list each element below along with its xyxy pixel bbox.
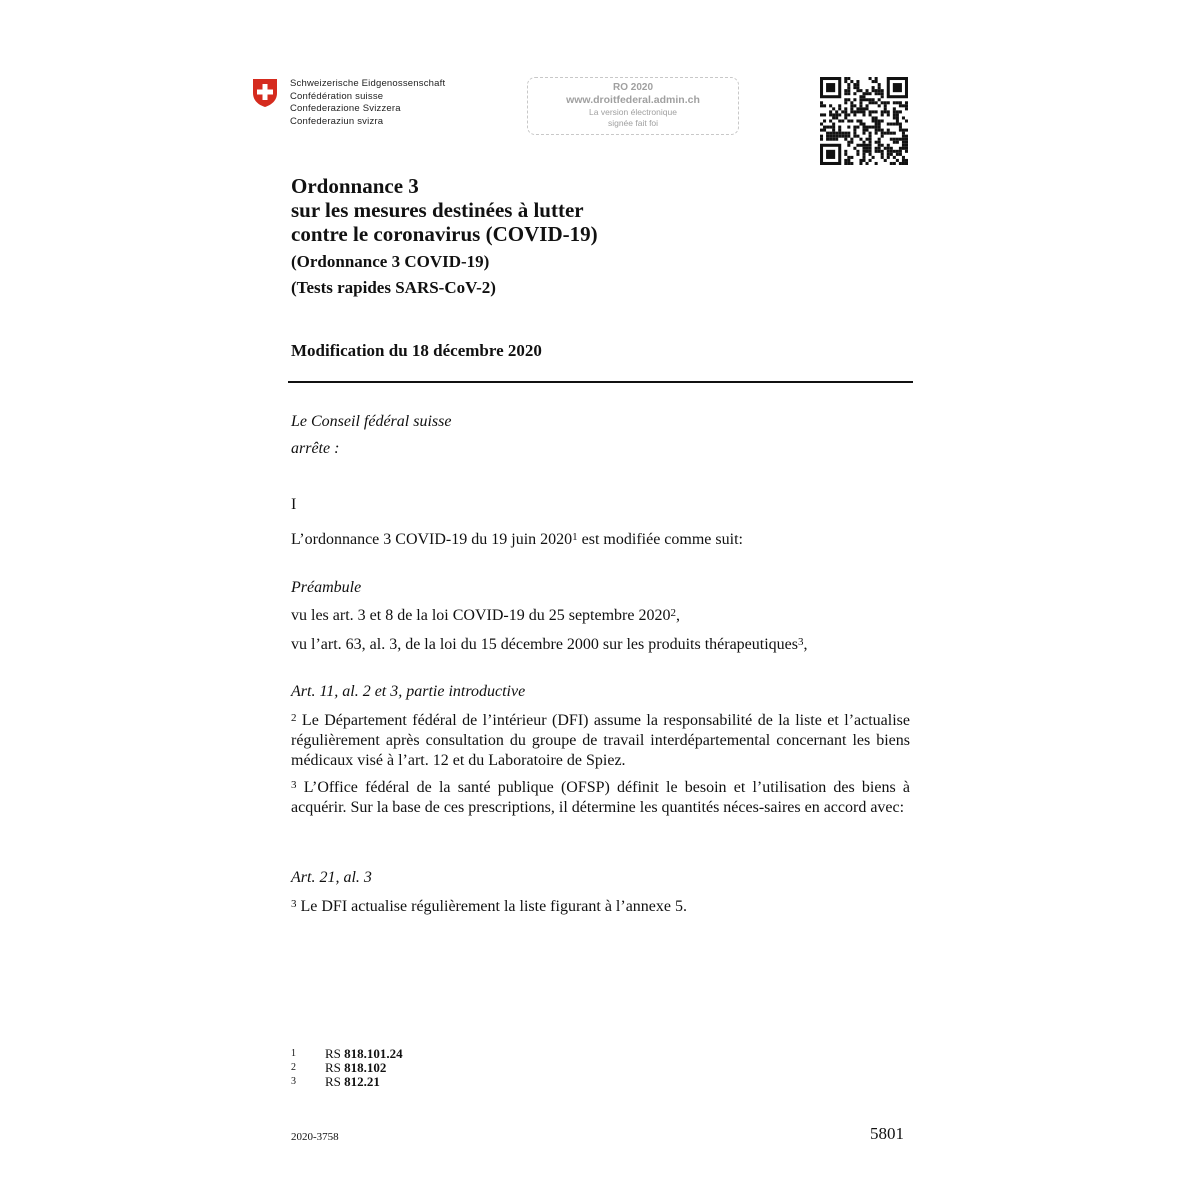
art11-heading: Art. 11, al. 2 et 3, partie introductive [291,683,526,700]
art21-paragraph-3 [291,897,687,917]
qr-code-icon [820,77,908,165]
title-line-2: sur les mesures destinées à lutter [291,198,584,222]
confederation-names [290,78,445,128]
footnote-item [291,1047,403,1061]
art11-paragraph-2-number: 2 [291,712,297,724]
page-number: 5801 [870,1124,904,1143]
footnote-ref-3[interactable]: 3 [797,636,804,648]
confederation-line-it: Confederazione Svizzera [290,103,401,114]
footnote-ref[interactable]: 818.102 [344,1060,387,1075]
footnote-text [325,1047,403,1061]
stamp-ro-label: RO 2020 [612,82,654,93]
footnote-ref-2[interactable]: 2 [670,607,676,619]
stamp-note-1: La version électronique [589,107,677,117]
art11-paragraph-3-number: 3 [291,779,297,791]
swiss-coat-of-arms-icon [252,78,278,108]
footnote-text [325,1061,386,1075]
preamble-line-2-text: vu l’art. 63, al. 3, de la loi du 15 décembre 2000 sur les produits thérapeutiques [291,636,798,653]
confederation-line-de: Schweizerische Eidgenossenschaft [290,78,446,89]
footnote-ref[interactable]: 818.101.24 [344,1046,403,1061]
preamble-line-2-after: , [803,636,808,653]
modification-date: Modification du 18 décembre 2020 [291,341,542,360]
document-title [291,174,598,298]
footnote-prefix: RS [325,1060,345,1075]
footnote-item [291,1061,403,1075]
intro-after: est modifiée comme suit: [577,531,743,548]
preamble-line-2 [291,635,807,655]
decrees-line: arrête : [291,440,340,457]
stamp-website[interactable]: www.droitfederal.admin.ch [566,94,700,106]
intro-text: L’ordonnance 3 COVID-19 du 19 juin 2020 [291,531,573,548]
intro-paragraph [291,530,743,550]
art21-paragraph-3-text: Le DFI actualise régulièrement la liste figurant à l’annexe 5. [296,898,688,915]
art21-paragraph-3-number: 3 [291,898,297,910]
art11-paragraph-2-text: Le Département fédéral de l’intérieur (DFI) assume la responsabilité de la liste et l’actualise régulièrement après consultation du groupe de travail interdépartemental concernant les biens médicaux visé à l’art. 12 et du Laboratoire de Spiez. [291,712,910,769]
preamble-line-1 [291,606,680,626]
footnote-number: 2 [291,1062,296,1073]
title-line-3: contre le coronavirus (COVID-19) [291,222,598,246]
title-divider [288,381,913,383]
footnote-ref[interactable]: 812.21 [344,1074,380,1089]
confederation-line-fr: Confédération suisse [290,90,384,102]
footnote-item [291,1075,403,1089]
footnote-prefix: RS [325,1046,345,1061]
footnote-ref-1[interactable]: 1 [572,531,578,543]
subtitle: (Tests rapides SARS-CoV-2) [291,278,496,297]
stamp-note-2: signée fait foi [607,118,659,128]
preamble-line-1-after: , [675,607,680,624]
footnote-number: 3 [291,1076,296,1087]
document-number: 2020-3758 [291,1131,339,1143]
footnotes [291,1047,403,1089]
confederation-line-rm: Confederaziun svizra [290,115,384,127]
preamble-heading: Préambule [291,579,362,596]
footnote-prefix: RS [325,1074,345,1089]
section-number: I [291,496,297,513]
title-line-1: Ordonnance 3 [291,174,419,198]
footnote-text [325,1075,380,1089]
council-line: Le Conseil fédéral suisse [291,413,452,430]
short-title: (Ordonnance 3 COVID-19) [291,252,490,271]
art11-paragraph-2 [291,711,910,771]
official-publication-stamp [527,77,739,135]
art11-paragraph-3 [291,778,910,818]
preamble-line-1-text: vu les art. 3 et 8 de la loi COVID-19 du 25 septembre 2020 [291,607,671,624]
art21-heading: Art. 21, al. 3 [291,869,372,886]
art11-paragraph-3-text: L’Office fédéral de la santé publique (OFSP) définit le besoin et l’utilisation des biens à acquérir. Sur la base de ces prescriptions, il détermine les quantités néces-saires en accord avec: [291,779,910,816]
footnote-number: 1 [291,1048,296,1059]
